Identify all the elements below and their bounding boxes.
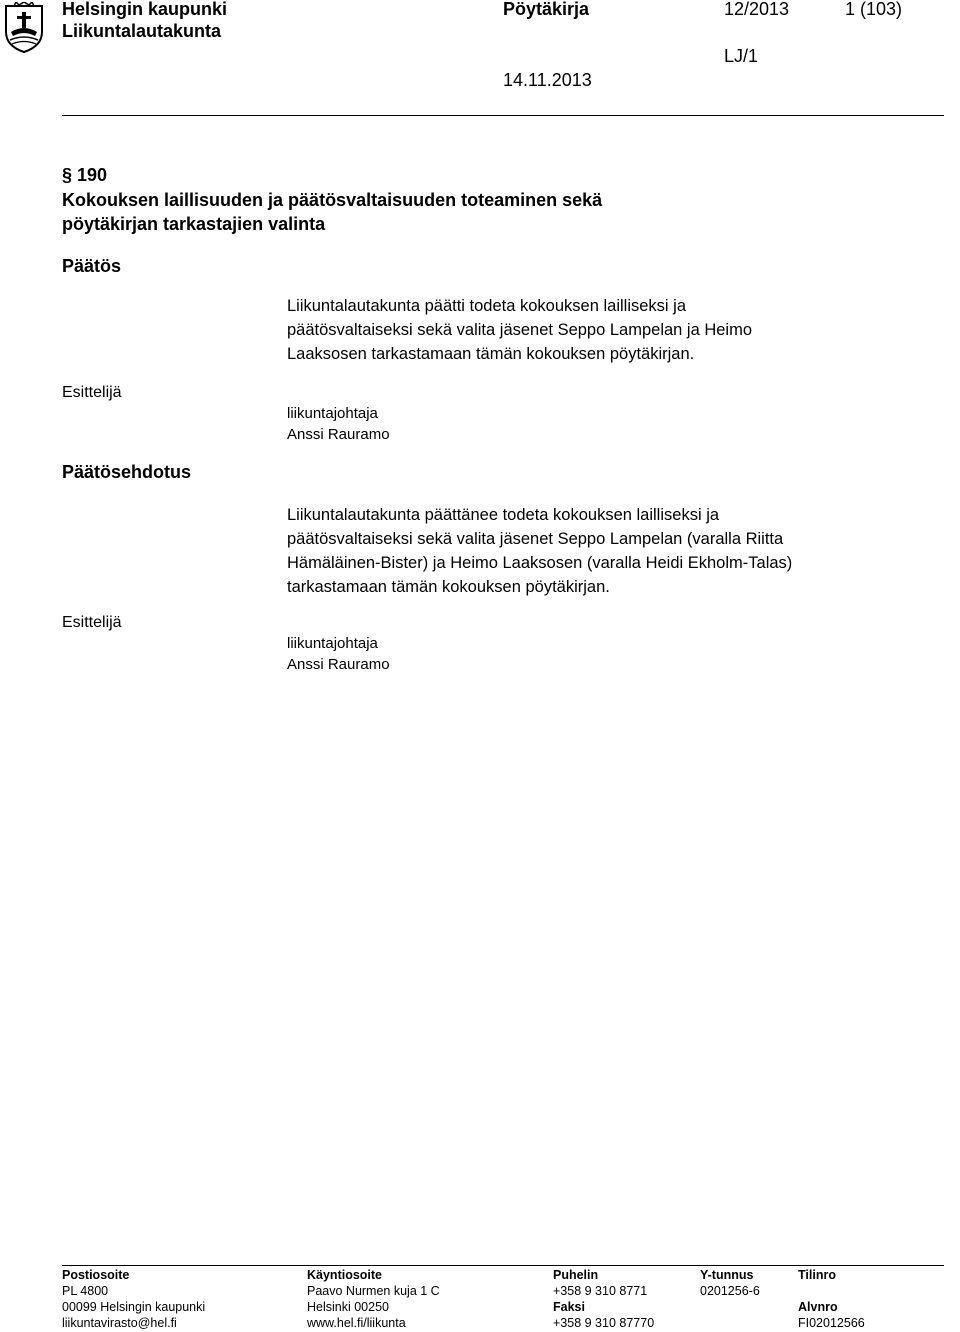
decision-presenter-name: Anssi Rauramo — [287, 426, 390, 443]
decision-presenter-title: liikuntajohtaja — [287, 405, 378, 422]
proposal-line: tarkastamaan tämän kokouksen pöytäkirjan. — [287, 578, 610, 596]
decision-line: päätösvaltaiseksi sekä valita jäsenet Seppo Lampelan ja Heimo — [287, 321, 753, 339]
proposal-line: päätösvaltaiseksi sekä valita jäsenet Seppo Lampelan (varalla Riitta — [287, 530, 784, 548]
footer-fax-l3: +358 9 310 87770 — [553, 1316, 655, 1330]
footer-col-ytunnus — [700, 1267, 760, 1299]
helsinki-crest-icon — [2, 2, 46, 54]
footer-col-account — [798, 1267, 865, 1331]
footer-vat-head: Alvnro — [798, 1300, 838, 1314]
header-date: 14.11.2013 — [503, 70, 592, 90]
footer-postal-head: Postiosoite — [62, 1268, 130, 1282]
proposal-heading: Päätösehdotus — [62, 462, 192, 482]
footer-col-visit — [307, 1267, 440, 1331]
footer-visit-l2: Helsinki 00250 — [307, 1300, 389, 1314]
decision-line: Liikuntalautakunta päätti todeta kokouksen lailliseksi ja — [287, 297, 686, 315]
decision-line: Laaksosen tarkastamaan tämän kokouksen pöytäkirjan. — [287, 345, 695, 363]
footer-phone-head: Puhelin — [553, 1268, 599, 1282]
footer-account-head: Tilinro — [798, 1268, 836, 1282]
decision-text — [287, 294, 947, 366]
section-number: 190 — [77, 165, 108, 185]
section-title-line2: pöytäkirjan tarkastajien valinta — [62, 214, 326, 234]
header-doc-type: Pöytäkirja — [503, 0, 590, 19]
header-page: 1 (103) — [845, 0, 903, 19]
footer-visit-l1: Paavo Nurmen kuja 1 C — [307, 1284, 440, 1298]
section-heading — [62, 165, 107, 186]
footer-postal-l3[interactable]: liikuntavirasto@hel.fi — [62, 1316, 177, 1330]
header-divider — [62, 115, 944, 116]
section-title-line1: Kokouksen laillisuuden ja päätösvaltaisuuden toteaminen sekä — [62, 190, 603, 210]
footer-fax-head: Faksi — [553, 1300, 585, 1314]
proposal-line: Hämäläinen-Bister) ja Heimo Laaksosen (varalla Heidi Ekholm-Talas) — [287, 554, 793, 572]
footer-visit-l3[interactable]: www.hel.fi/liikunta — [307, 1316, 406, 1330]
footer-postal-l2: 00099 Helsingin kaupunki — [62, 1300, 206, 1314]
footer-postal-l1: PL 4800 — [62, 1284, 109, 1298]
proposal-presenter-name: Anssi Rauramo — [287, 656, 390, 673]
footer-phone-l1: +358 9 310 8771 — [553, 1284, 648, 1298]
header-committee: Liikuntalautakunta — [62, 21, 222, 41]
proposal-presenter-title: liikuntajohtaja — [287, 635, 378, 652]
header-doc-number: 12/2013 — [724, 0, 790, 19]
proposal-presenter-label: Esittelijä — [62, 614, 122, 631]
header-org: Helsingin kaupunki — [62, 0, 228, 19]
footer-visit-head: Käyntiosoite — [307, 1268, 383, 1282]
decision-presenter-label: Esittelijä — [62, 384, 122, 401]
footer-col-postal — [62, 1267, 205, 1331]
header-ref: LJ/1 — [724, 46, 759, 66]
decision-heading: Päätös — [62, 256, 122, 276]
footer-vat-l3: FI02012566 — [798, 1316, 865, 1330]
footer-ytunnus-head: Y-tunnus — [700, 1268, 754, 1282]
section-sign-icon: § — [62, 165, 73, 185]
footer-divider — [62, 1265, 944, 1266]
footer-ytunnus-l1: 0201256-6 — [700, 1284, 760, 1298]
footer-col-phone — [553, 1267, 654, 1331]
proposal-text — [287, 503, 947, 599]
proposal-line: Liikuntalautakunta päättänee todeta kokouksen lailliseksi ja — [287, 506, 720, 524]
